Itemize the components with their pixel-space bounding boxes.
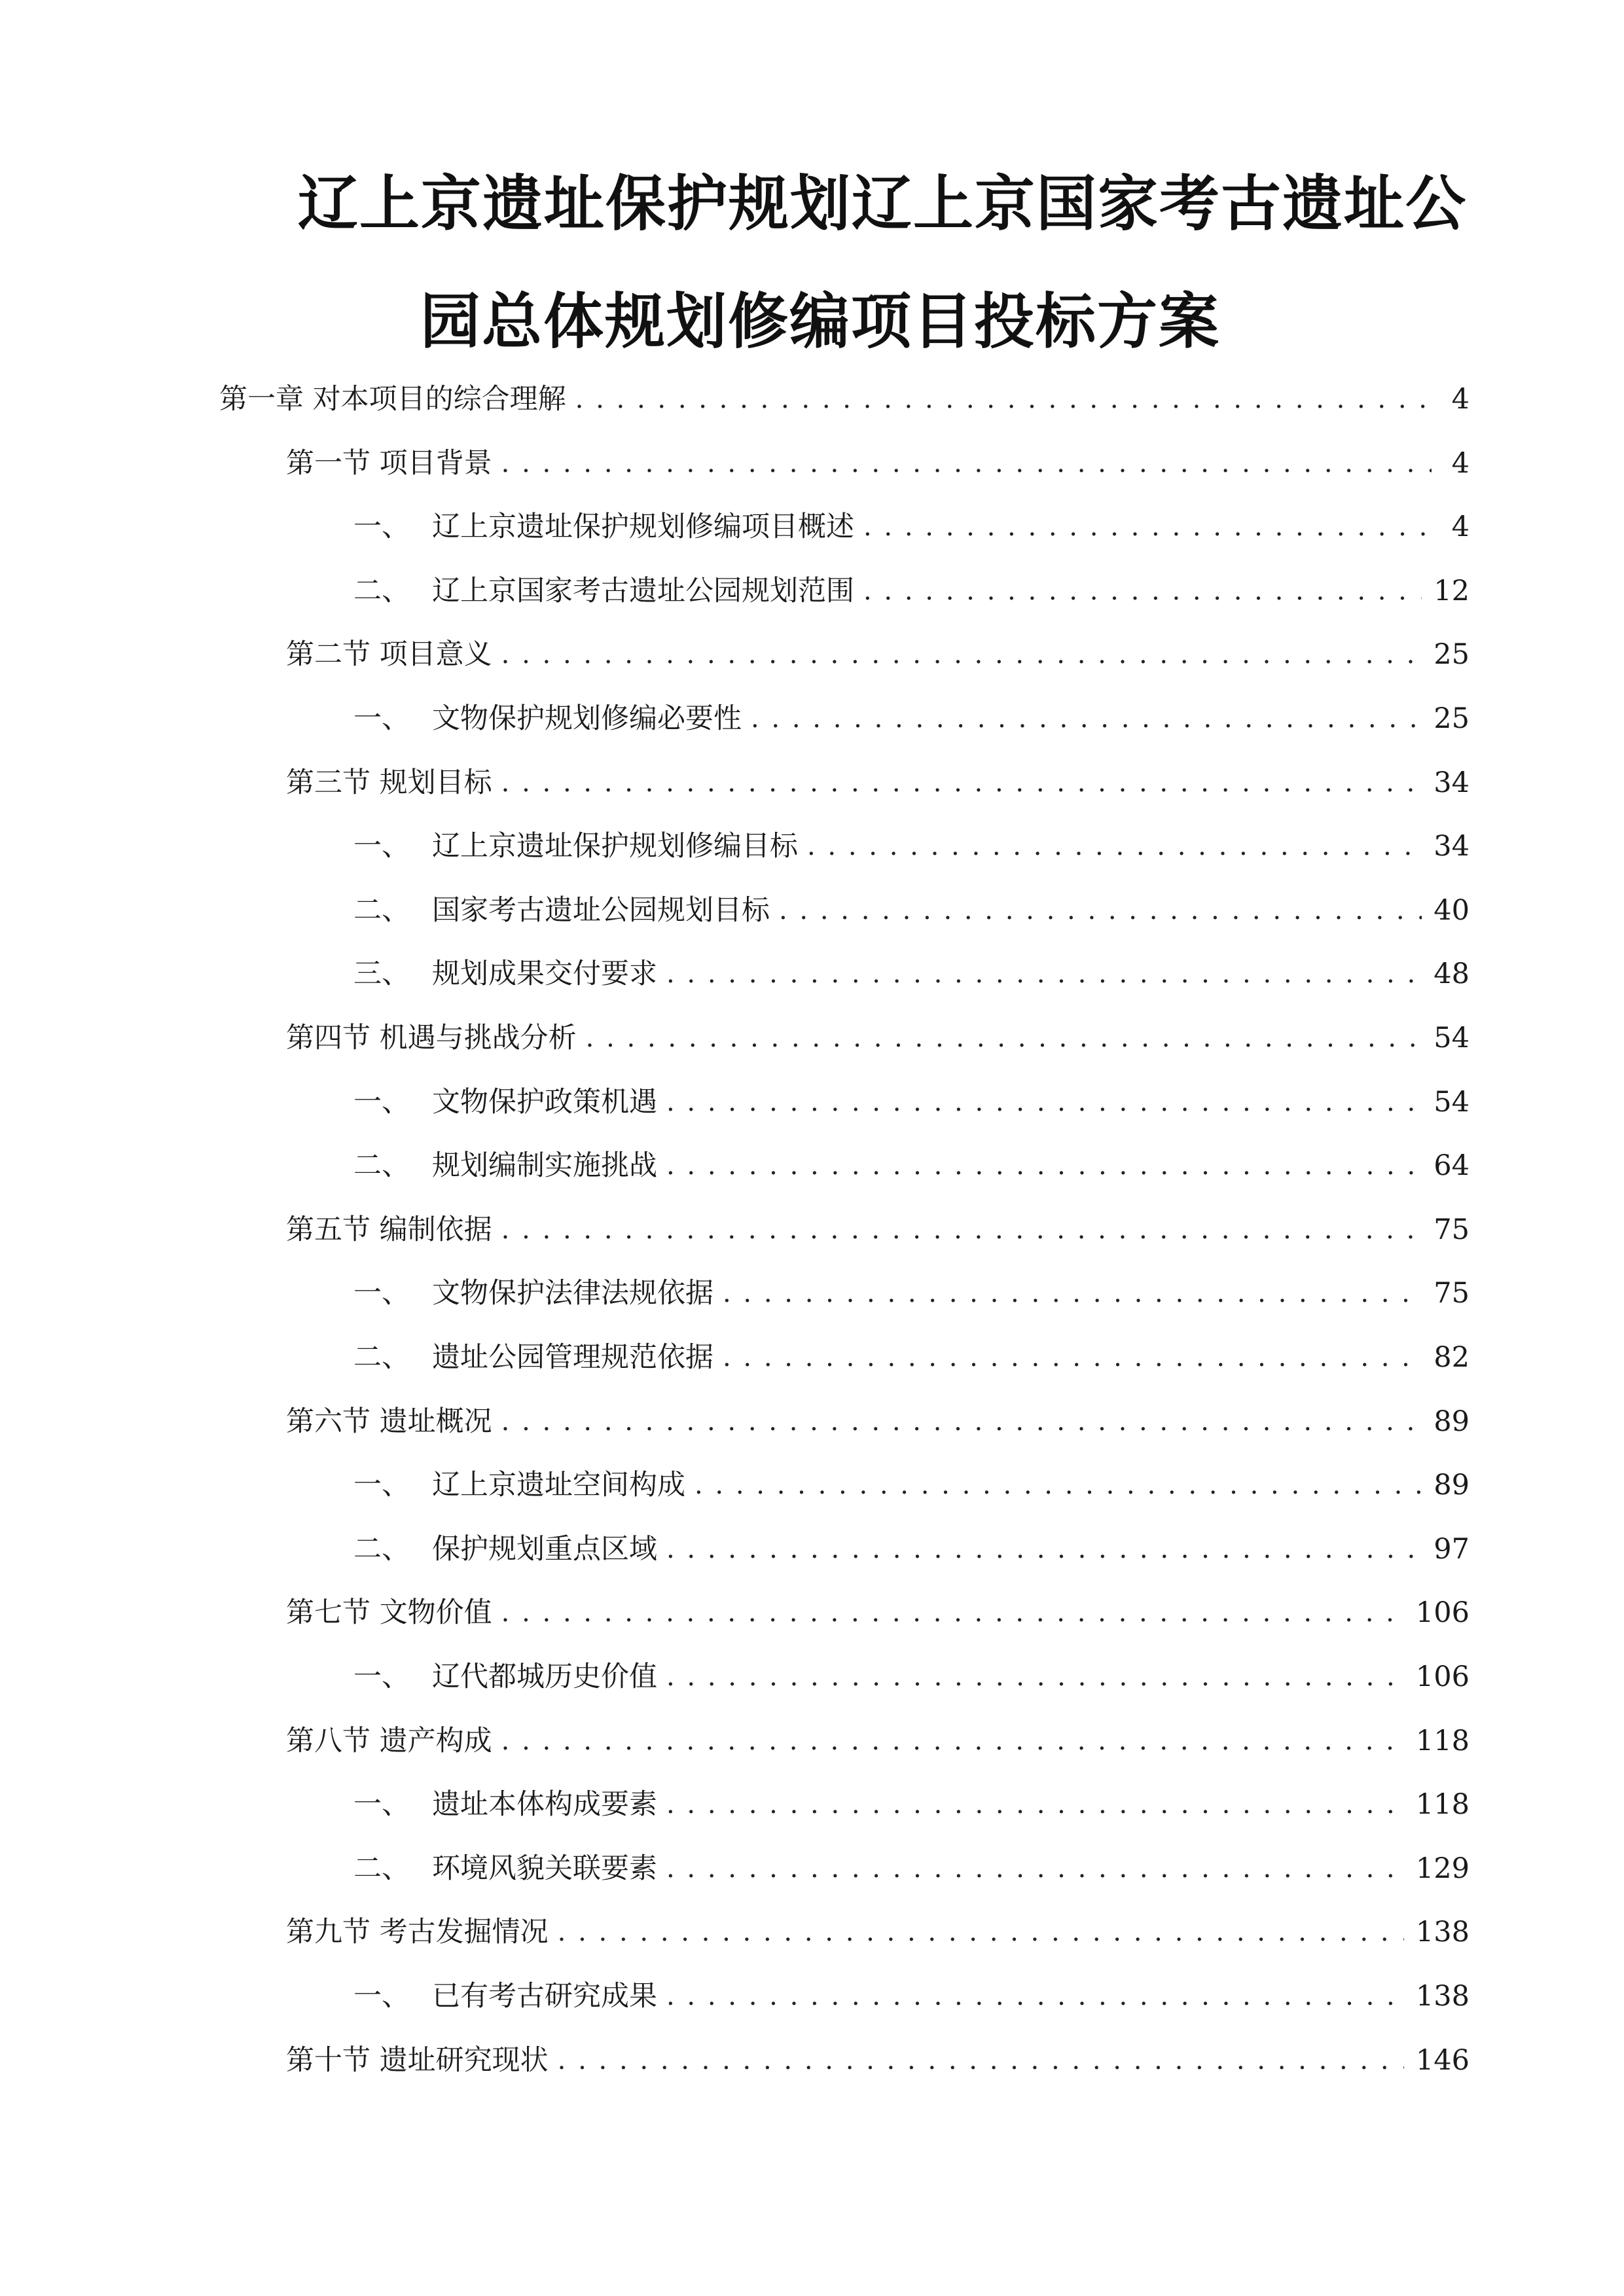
toc-entry[interactable] <box>353 891 1470 930</box>
toc-entry-page-number: 25 <box>1434 702 1470 735</box>
toc-entry-separator <box>370 638 380 671</box>
toc-leader-dots <box>863 507 1432 547</box>
toc-entry-label <box>353 1785 666 1824</box>
toc-entry-separator <box>370 1213 380 1246</box>
toc-entry[interactable] <box>353 571 1470 611</box>
toc-entry-title: 已有考古研究成果 <box>432 1980 657 2013</box>
toc-entry-label <box>353 571 863 611</box>
toc-entry-title: 规划成果交付要求 <box>432 958 657 991</box>
toc-entry-title: 遗址本体构成要素 <box>432 1788 657 1821</box>
toc-entry-number: 一、 <box>353 1788 410 1821</box>
toc-leader-dots <box>666 1977 1404 2016</box>
toc-entry-separator <box>370 1022 380 1054</box>
toc-entry-page-number: 89 <box>1434 1405 1470 1438</box>
toc-entry-title: 文物价值 <box>379 1596 492 1630</box>
toc-entry-label <box>286 763 501 802</box>
toc-entry-page-number: 118 <box>1415 1724 1470 1757</box>
toc-entry-number: 一、 <box>353 1085 410 1119</box>
toc-entry[interactable] <box>353 1977 1470 2016</box>
toc-entry[interactable] <box>286 1210 1470 1249</box>
toc-leader-dots <box>666 1530 1422 1569</box>
toc-leader-dots <box>558 1912 1404 1952</box>
toc-entry-title: 对本项目的综合理解 <box>312 383 566 416</box>
toc-entry-label <box>353 1146 666 1185</box>
toc-entry-number: 一、 <box>353 1980 410 2013</box>
toc-entry-title: 文物保护规划修编必要性 <box>432 702 742 735</box>
toc-leader-dots <box>501 1210 1422 1249</box>
toc-entry[interactable] <box>353 1530 1470 1569</box>
toc-leader-dots <box>779 891 1422 930</box>
toc-entry-number: 一、 <box>353 702 410 735</box>
toc-entry-label <box>353 954 666 994</box>
toc-entry[interactable] <box>353 1465 1470 1505</box>
toc-entry-title: 国家考古遗址公园规划目标 <box>432 893 770 927</box>
toc-leader-dots <box>666 1083 1422 1122</box>
toc-entry-label <box>353 507 863 547</box>
toc-entry-title: 环境风貌关联要素 <box>432 1852 657 1885</box>
toc-leader-dots <box>695 1465 1422 1505</box>
toc-entry-title: 辽上京遗址空间构成 <box>432 1469 685 1502</box>
toc-leader-dots <box>751 699 1422 738</box>
toc-entry-number: 第九节 <box>286 1916 370 1949</box>
toc-entry[interactable] <box>286 1912 1470 1952</box>
toc-entry-separator <box>370 447 380 480</box>
toc-entry-separator <box>370 1725 380 1757</box>
toc-entry[interactable] <box>286 1018 1470 1058</box>
toc-leader-dots <box>666 1849 1404 1888</box>
toc-entry-number: 一、 <box>353 1277 410 1310</box>
toc-entry-number: 第二节 <box>286 638 370 672</box>
toc-leader-dots <box>501 1721 1404 1761</box>
toc-entry-number: 二、 <box>353 893 410 927</box>
toc-entry-page-number: 54 <box>1434 1085 1470 1119</box>
toc-entry-number: 第五节 <box>286 1213 370 1246</box>
toc-entry[interactable] <box>353 827 1470 866</box>
toc-leader-dots <box>666 1657 1404 1696</box>
toc-entry-number: 第七节 <box>286 1596 370 1630</box>
toc-entry-label <box>353 1465 695 1505</box>
toc-entry-title: 考古发掘情况 <box>379 1916 549 1949</box>
toc-leader-dots <box>723 1274 1422 1313</box>
toc-entry-page-number: 75 <box>1434 1277 1470 1310</box>
toc-entry-page-number: 4 <box>1451 383 1470 416</box>
toc-entry-title: 辽上京国家考古遗址公园规划范围 <box>432 574 854 607</box>
toc-entry[interactable] <box>353 1657 1470 1696</box>
toc-entry[interactable] <box>353 1083 1470 1122</box>
toc-entry-label <box>353 1977 666 2016</box>
toc-entry-number: 第三节 <box>286 766 370 799</box>
toc-entry-label <box>353 891 779 930</box>
toc-entry[interactable] <box>286 1721 1470 1761</box>
toc-entry[interactable] <box>286 1402 1470 1441</box>
toc-entry-number: 第八节 <box>286 1724 370 1757</box>
toc-entry-label <box>219 380 575 419</box>
toc-entry-number: 第六节 <box>286 1405 370 1438</box>
toc-leader-dots <box>575 380 1432 419</box>
toc-leader-dots <box>501 635 1422 674</box>
toc-entry[interactable] <box>286 763 1470 802</box>
toc-entry[interactable] <box>353 954 1470 994</box>
toc-entry-page-number: 25 <box>1434 638 1470 672</box>
toc-entry-number: 第四节 <box>286 1022 370 1054</box>
toc-entry-page-number: 4 <box>1451 511 1470 544</box>
toc-entry-separator <box>370 1916 380 1948</box>
toc-leader-dots <box>558 2041 1404 2080</box>
toc-entry-page-number: 12 <box>1434 574 1470 607</box>
toc-entry-page-number: 4 <box>1451 446 1470 480</box>
toc-entry-number: 第十节 <box>286 2043 370 2077</box>
toc-entry-label <box>353 1338 723 1377</box>
toc-entry-number: 二、 <box>353 1149 410 1183</box>
toc-entry-number: 一、 <box>353 511 410 544</box>
toc-entry[interactable] <box>286 1593 1470 1632</box>
toc-entry-label <box>353 1657 666 1696</box>
toc-entry-title: 机遇与挑战分析 <box>379 1022 577 1054</box>
toc-entry-page-number: 48 <box>1434 958 1470 991</box>
toc-entry-title: 辽上京遗址保护规划修编项目概述 <box>432 511 854 544</box>
toc-leader-dots <box>666 954 1422 994</box>
toc-entry[interactable] <box>353 1849 1470 1888</box>
toc-leader-dots <box>501 763 1422 802</box>
toc-entry-title: 文物保护政策机遇 <box>432 1085 657 1119</box>
toc-entry-title: 遗址概况 <box>379 1405 492 1438</box>
toc-entry-page-number: 138 <box>1415 1980 1470 2013</box>
toc-entry-title: 辽代都城历史价值 <box>432 1660 657 1693</box>
toc-entry[interactable] <box>353 507 1470 547</box>
toc-entry-page-number: 106 <box>1415 1596 1470 1630</box>
toc-entry-label <box>286 1593 501 1632</box>
toc-leader-dots <box>863 571 1422 611</box>
toc-entry-page-number: 40 <box>1434 893 1470 927</box>
toc-entry-title: 辽上京遗址保护规划修编目标 <box>432 830 798 863</box>
toc-entry-number: 二、 <box>353 1341 410 1374</box>
toc-leader-dots <box>666 1785 1404 1824</box>
toc-entry[interactable] <box>353 1338 1470 1377</box>
toc-entry-label <box>353 1083 666 1122</box>
toc-entry-separator <box>370 766 380 799</box>
toc-entry-page-number: 54 <box>1434 1022 1470 1054</box>
toc-entry-page-number: 89 <box>1434 1469 1470 1502</box>
toc-entry[interactable] <box>286 2041 1470 2080</box>
toc-leader-dots <box>586 1018 1422 1058</box>
toc-entry-title: 文物保护法律法规依据 <box>432 1277 713 1310</box>
toc-entry-page-number: 118 <box>1415 1788 1470 1821</box>
toc-leader-dots <box>501 1402 1422 1441</box>
toc-entry-page-number: 138 <box>1415 1916 1470 1949</box>
toc-entry-title: 规划编制实施挑战 <box>432 1149 657 1183</box>
toc-entry-title: 规划目标 <box>379 766 492 799</box>
toc-entry-page-number: 106 <box>1415 1660 1470 1693</box>
toc-entry-title: 遗产构成 <box>379 1724 492 1757</box>
toc-entry[interactable] <box>286 635 1470 674</box>
toc-entry-page-number: 82 <box>1434 1341 1470 1374</box>
toc-entry-number: 三、 <box>353 958 410 991</box>
toc-leader-dots <box>723 1338 1422 1377</box>
toc-entry-label <box>286 1912 558 1952</box>
toc-entry-label <box>286 444 501 483</box>
document-title-line-2: 园总体规划修编项目投标方案 <box>420 287 1221 357</box>
toc-entry-title: 项目背景 <box>379 446 492 480</box>
toc-entry-label <box>353 699 751 738</box>
toc-entry-label <box>286 1721 501 1761</box>
toc-entry-separator <box>370 1596 380 1629</box>
toc-entry-page-number: 146 <box>1415 2043 1470 2077</box>
toc-entry-separator <box>370 1405 380 1438</box>
toc-leader-dots <box>501 444 1432 483</box>
toc-entry-label <box>286 635 501 674</box>
toc-entry-title: 保护规划重点区域 <box>432 1532 657 1566</box>
toc-entry[interactable] <box>353 699 1470 738</box>
toc-entry-label <box>286 1018 586 1058</box>
toc-entry-number: 二、 <box>353 1852 410 1885</box>
toc-entry-page-number: 34 <box>1434 766 1470 799</box>
toc-entry-page-number: 64 <box>1434 1149 1470 1183</box>
toc-entry-label <box>353 1849 666 1888</box>
toc-entry-title: 编制依据 <box>379 1213 492 1246</box>
toc-entry[interactable] <box>353 1146 1470 1185</box>
toc-entry-label <box>353 1274 723 1313</box>
toc-entry-page-number: 129 <box>1415 1852 1470 1885</box>
toc-entry-page-number: 34 <box>1434 830 1470 863</box>
toc-leader-dots <box>807 827 1422 866</box>
toc-entry-separator <box>370 2044 380 2077</box>
toc-entry-label <box>353 1530 666 1569</box>
toc-entry-number: 一、 <box>353 830 410 863</box>
toc-entry-number: 第一节 <box>286 446 370 480</box>
toc-entry-number: 二、 <box>353 1532 410 1566</box>
toc-entry-title: 项目意义 <box>379 638 492 672</box>
document-title-line-1: 辽上京遗址保护规划辽上京国家考古遗址公 <box>298 169 1468 239</box>
toc-leader-dots <box>501 1593 1404 1632</box>
toc-entry-title: 遗址研究现状 <box>379 2043 549 2077</box>
toc-entry-label <box>286 1402 501 1441</box>
toc-leader-dots <box>666 1146 1422 1185</box>
toc-entry-number: 二、 <box>353 574 410 607</box>
toc-entry-number: 第一章 <box>219 383 304 416</box>
toc-entry[interactable] <box>353 1274 1470 1313</box>
toc-entry-number: 一、 <box>353 1660 410 1693</box>
toc-entry-separator <box>304 383 313 416</box>
toc-entry-page-number: 97 <box>1434 1532 1470 1566</box>
toc-entry[interactable] <box>219 380 1470 419</box>
toc-entry[interactable] <box>286 444 1470 483</box>
toc-entry-title: 遗址公园管理规范依据 <box>432 1341 713 1374</box>
toc-entry-number: 一、 <box>353 1469 410 1502</box>
toc-entry[interactable] <box>353 1785 1470 1824</box>
toc-entry-label <box>353 827 807 866</box>
toc-entry-page-number: 75 <box>1434 1213 1470 1246</box>
toc-entry-label <box>286 1210 501 1249</box>
toc-entry-label <box>286 2041 558 2080</box>
